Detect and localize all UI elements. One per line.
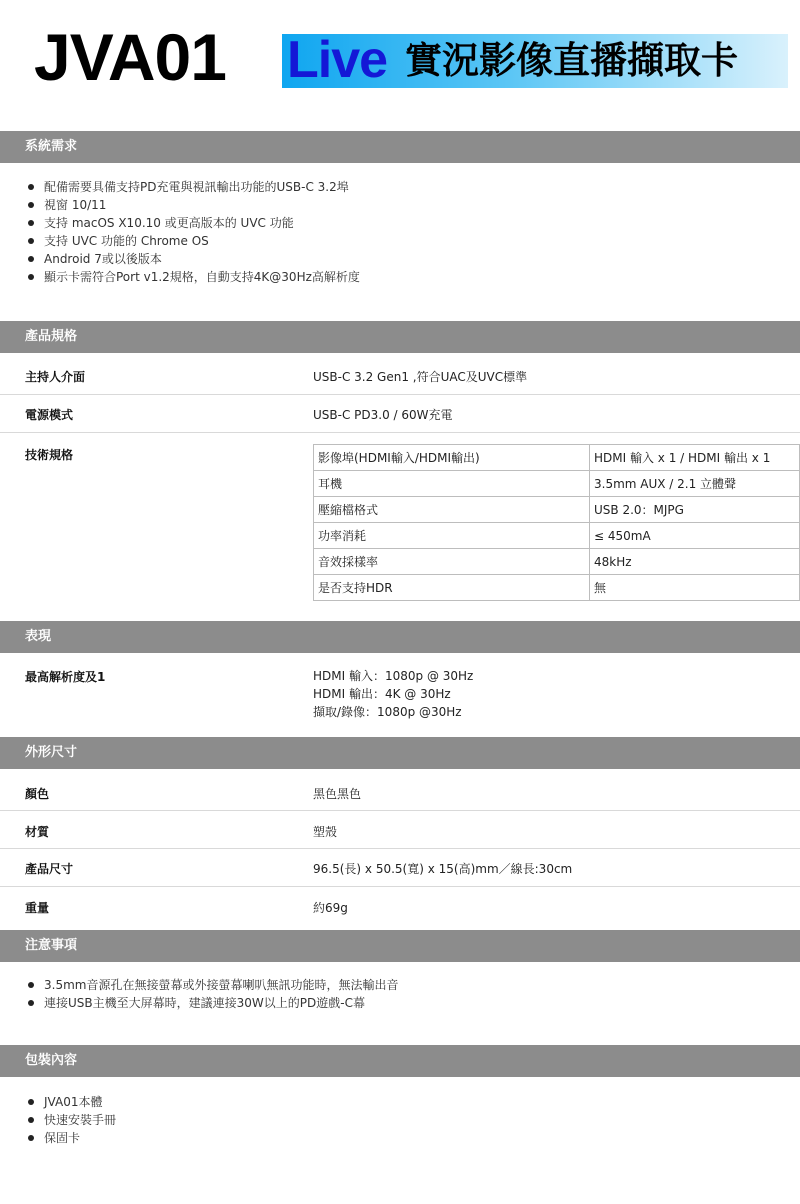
table-cell-value: 3.5mm AUX / 2.1 立體聲 <box>590 471 800 497</box>
table-cell-value: 48kHz <box>590 549 800 575</box>
section-system-requirements <box>0 131 800 163</box>
section-title: 系統需求 <box>25 139 78 154</box>
resolution-line: HDMI 輸出：4K @ 30Hz <box>313 687 451 701</box>
size-value: 96.5(長) x 50.5(寬) x 15(高)mm／線長:30cm <box>313 862 573 876</box>
product-banner <box>0 0 800 112</box>
section-title: 包裝內容 <box>25 1053 78 1068</box>
host-interface-value: USB-C 3.2 Gen1 ,符合UAC及UVC標準 <box>313 370 528 384</box>
table-row <box>314 445 800 471</box>
list-item: 連接USB主機至大屏幕時，建議連接30W以上的PD遊戲-C幕 <box>0 994 398 1012</box>
material-label: 材質 <box>25 825 50 839</box>
max-resolution-label: 最高解析度及1 <box>25 670 106 684</box>
list-item: 保固卡 <box>0 1129 116 1147</box>
table-cell-value: ≤ 450mA <box>590 523 800 549</box>
table-cell-value: USB 2.0：MJPG <box>590 497 800 523</box>
max-resolution-values <box>313 667 473 721</box>
table-cell-key: 音效採樣率 <box>314 549 590 575</box>
divider <box>0 394 800 395</box>
section-specs <box>0 321 800 353</box>
table-cell-key: 壓縮檔格式 <box>314 497 590 523</box>
weight-value: 約69g <box>313 901 348 915</box>
system-requirements-list <box>0 178 360 286</box>
list-item: 支持 macOS X10.10 或更高版本的 UVC 功能 <box>0 214 360 232</box>
weight-label: 重量 <box>25 901 50 915</box>
list-item: 視窗 10/11 <box>0 196 360 214</box>
power-mode-value: USB-C PD3.0 / 60W充電 <box>313 408 453 422</box>
resolution-line: HDMI 輸入：1080p @ 30Hz <box>313 669 474 683</box>
list-item: 配備需要具備支持PD充電與視訊輸出功能的USB-C 3.2埠 <box>0 178 360 196</box>
section-title: 產品規格 <box>25 329 78 344</box>
list-item: 3.5mm音源孔在無接螢幕或外接螢幕喇叭無訊功能時，無法輸出音 <box>0 976 398 994</box>
section-title: 外形尺寸 <box>25 745 78 760</box>
list-item: 快速安裝手冊 <box>0 1111 116 1129</box>
table-cell-key: 耳機 <box>314 471 590 497</box>
material-value: 塑殼 <box>313 825 338 839</box>
table-row <box>314 549 800 575</box>
table-cell-value: 無 <box>590 575 800 601</box>
divider <box>0 810 800 811</box>
color-value: 黑色黑色 <box>313 787 362 801</box>
table-cell-key: 影像埠(HDMI輸入/HDMI輸出) <box>314 445 590 471</box>
list-item: Android 7或以後版本 <box>0 250 360 268</box>
notes-list <box>0 976 398 1012</box>
list-item: JVA01本體 <box>0 1093 116 1111</box>
tech-spec-table <box>313 444 800 601</box>
product-subtitle: 實況影像直播擷取卡 <box>405 39 738 82</box>
section-title: 表現 <box>25 629 52 644</box>
divider <box>0 432 800 433</box>
live-label: Live <box>287 31 388 89</box>
model-title: JVA01 <box>34 20 226 94</box>
section-dimensions <box>0 737 800 769</box>
table-row <box>314 471 800 497</box>
table-cell-value: HDMI 輸入 x 1 / HDMI 輸出 x 1 <box>590 445 800 471</box>
power-mode-label: 電源模式 <box>25 408 74 422</box>
list-item: 顯示卡需符合Port v1.2規格，自動支持4K@30Hz高解析度 <box>0 268 360 286</box>
divider <box>0 886 800 887</box>
color-label: 顏色 <box>25 787 50 801</box>
package-list <box>0 1093 116 1147</box>
table-cell-key: 功率消耗 <box>314 523 590 549</box>
section-notes <box>0 930 800 962</box>
list-item: 支持 UVC 功能的 Chrome OS <box>0 232 360 250</box>
host-interface-label: 主持人介面 <box>25 370 86 384</box>
table-cell-key: 是否支持HDR <box>314 575 590 601</box>
size-label: 產品尺寸 <box>25 862 74 876</box>
table-row <box>314 497 800 523</box>
tech-spec-label: 技術規格 <box>25 448 74 462</box>
divider <box>0 848 800 849</box>
section-package <box>0 1045 800 1077</box>
table-row <box>314 575 800 601</box>
section-title: 注意事項 <box>25 938 78 953</box>
section-performance <box>0 621 800 653</box>
resolution-line: 擷取/錄像：1080p @30Hz <box>313 705 462 719</box>
table-row <box>314 523 800 549</box>
